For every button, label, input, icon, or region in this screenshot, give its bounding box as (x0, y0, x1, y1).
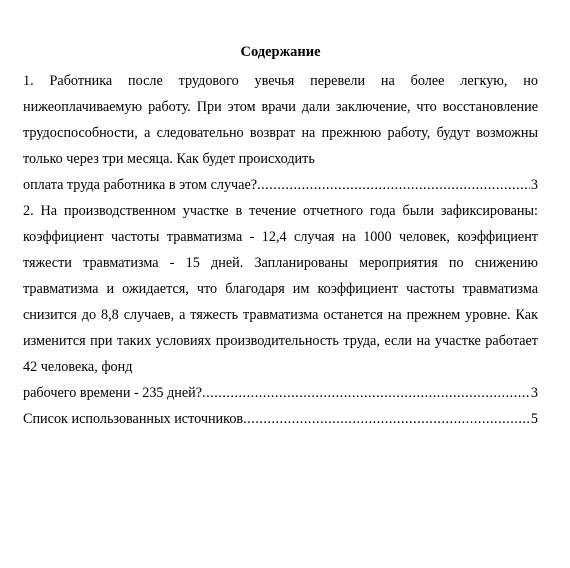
toc-entry-3-tail: Список использованных источников (23, 411, 244, 427)
toc-entry-2 (23, 198, 538, 406)
toc-entry-3 (23, 406, 538, 432)
toc-entry-1-tail: оплата труда работника в этом случае? (23, 177, 258, 193)
toc-entry-2-tail: рабочего времени - 235 дней? (23, 385, 203, 401)
toc-entry-2-text: 2. На производственном участке в течение отчетного года были зафиксированы: коэффициент частоты травматизма - 12,4 случая на 1000 человек, коэффициент тяжести травматизма - 15 дней. Запланированы мероприятия по снижению травматизма и ожидается, что благодаря им коэффициент частоты травматизма снизится до 8,8 случаев, а тяжесть травматизма останется на прежнем уровне. Как изменится при таких условиях производительность труда, если на участке работает 42 человека, фонд (23, 203, 538, 375)
toc-entry-1 (23, 68, 538, 198)
document-page (23, 42, 538, 432)
toc-entry-2-page: 3 (530, 385, 538, 401)
toc-entry-1-text: 1. Работника после трудового увечья перевели на более легкую, но нижеоплачиваемую работу. При этом врачи дали заключение, что восстановление трудоспособности, а следовательно возврат на прежнюю работу, будут возможны только через три месяца. Как будет происходить (23, 73, 538, 167)
toc-entry-2-last-line (23, 380, 538, 406)
dot-leader (202, 380, 530, 406)
toc-entry-3-page: 5 (530, 411, 538, 427)
toc-entry-1-last-line (23, 172, 538, 198)
toc-entry-1-page: 3 (530, 177, 538, 193)
dot-leader (243, 406, 530, 432)
dot-leader (257, 172, 530, 198)
toc-entry-3-last-line (23, 406, 538, 432)
toc-title: Содержание (240, 44, 321, 60)
